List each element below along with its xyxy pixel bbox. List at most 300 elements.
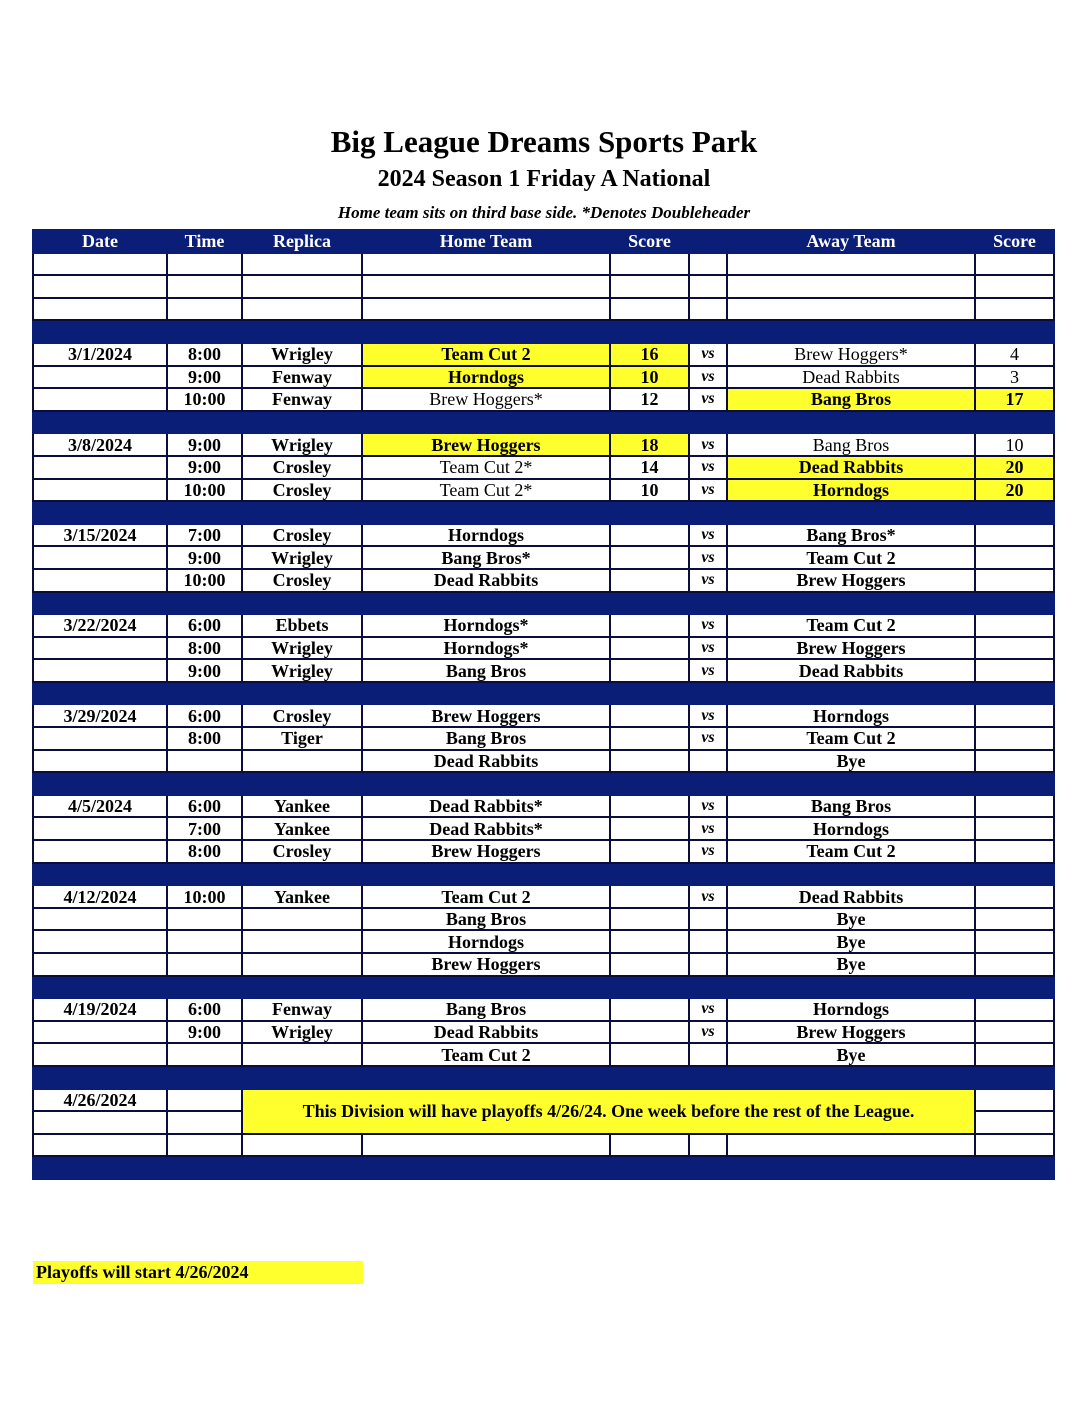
game-row xyxy=(33,750,1054,773)
home-score-cell xyxy=(610,750,689,773)
date-cell: 4/5/2024 xyxy=(33,795,167,818)
separator-cell xyxy=(975,1156,1054,1179)
replica-cell: Ebbets xyxy=(242,614,362,637)
separator-cell xyxy=(610,411,689,434)
blank-row xyxy=(33,1134,1054,1157)
week-separator xyxy=(33,976,1054,999)
vs-cell: vs xyxy=(689,433,727,456)
col-away-team: Away Team xyxy=(727,230,975,253)
week-separator xyxy=(33,411,1054,434)
date-cell xyxy=(33,908,167,931)
game-row xyxy=(33,637,1054,660)
vs-cell: vs xyxy=(689,546,727,569)
home-score-cell xyxy=(610,659,689,682)
home-team-cell: Brew Hoggers xyxy=(362,953,610,976)
away-score-cell: 4 xyxy=(975,343,1054,366)
vs-cell: vs xyxy=(689,569,727,592)
home-team-cell: Team Cut 2* xyxy=(362,479,610,502)
replica-cell: Yankee xyxy=(242,817,362,840)
empty-cell xyxy=(727,275,975,298)
date-cell: 3/1/2024 xyxy=(33,343,167,366)
vs-cell: vs xyxy=(689,885,727,908)
col-replica: Replica xyxy=(242,230,362,253)
separator-cell xyxy=(242,682,362,705)
separator-cell xyxy=(727,1156,975,1179)
date-cell xyxy=(33,456,167,479)
separator-cell xyxy=(33,976,167,999)
away-team-cell: Dead Rabbits xyxy=(727,366,975,389)
separator-cell xyxy=(727,1066,975,1089)
away-score-cell xyxy=(975,1043,1054,1066)
away-team-cell: Bye xyxy=(727,930,975,953)
replica-cell xyxy=(242,930,362,953)
vs-cell: vs xyxy=(689,795,727,818)
game-row xyxy=(33,908,1054,931)
game-row xyxy=(33,569,1054,592)
away-team-cell: Dead Rabbits xyxy=(727,885,975,908)
game-row xyxy=(33,953,1054,976)
separator-cell xyxy=(727,320,975,343)
separator-cell xyxy=(33,682,167,705)
separator-cell xyxy=(610,772,689,795)
separator-cell xyxy=(242,1066,362,1089)
away-team-cell: Dead Rabbits xyxy=(727,659,975,682)
time-cell: 8:00 xyxy=(167,637,242,660)
home-score-cell xyxy=(610,908,689,931)
home-score-cell xyxy=(610,524,689,547)
replica-cell: Wrigley xyxy=(242,433,362,456)
date-cell xyxy=(33,479,167,502)
vs-cell: vs xyxy=(689,524,727,547)
away-team-cell: Brew Hoggers xyxy=(727,1021,975,1044)
empty-cell xyxy=(610,253,689,276)
empty-cell xyxy=(610,1134,689,1157)
date-cell: 3/8/2024 xyxy=(33,433,167,456)
home-team-cell: Dead Rabbits xyxy=(362,569,610,592)
empty-cell xyxy=(689,253,727,276)
time-cell: 9:00 xyxy=(167,659,242,682)
col-home-score: Score xyxy=(610,230,689,253)
empty-cell xyxy=(727,1134,975,1157)
date-cell xyxy=(33,953,167,976)
separator-cell xyxy=(727,976,975,999)
separator-cell xyxy=(727,863,975,886)
vs-cell: vs xyxy=(689,659,727,682)
separator-cell xyxy=(362,411,610,434)
empty-cell xyxy=(727,298,975,321)
empty-cell xyxy=(689,298,727,321)
separator-cell xyxy=(362,1066,610,1089)
away-score-cell xyxy=(975,953,1054,976)
game-row xyxy=(33,614,1054,637)
vs-cell: vs xyxy=(689,479,727,502)
away-score-cell xyxy=(975,817,1054,840)
date-cell xyxy=(33,1043,167,1066)
blank-row xyxy=(33,298,1054,321)
home-team-cell: Dead Rabbits* xyxy=(362,795,610,818)
separator-cell xyxy=(362,1156,610,1179)
away-score-cell xyxy=(975,727,1054,750)
away-score-cell xyxy=(975,795,1054,818)
away-score-cell xyxy=(975,998,1054,1021)
home-score-cell xyxy=(610,953,689,976)
week-separator xyxy=(33,1066,1054,1089)
header-row xyxy=(33,230,1054,253)
week-separator xyxy=(33,320,1054,343)
time-cell: 10:00 xyxy=(167,479,242,502)
home-score-cell xyxy=(610,885,689,908)
date-cell xyxy=(33,727,167,750)
time-cell: 8:00 xyxy=(167,840,242,863)
separator-cell xyxy=(727,682,975,705)
replica-cell: Crosley xyxy=(242,569,362,592)
replica-cell: Tiger xyxy=(242,727,362,750)
replica-cell xyxy=(242,908,362,931)
away-score-cell: 20 xyxy=(975,456,1054,479)
home-team-cell: Team Cut 2* xyxy=(362,456,610,479)
empty-cell xyxy=(167,1134,242,1157)
empty-cell xyxy=(33,298,167,321)
separator-cell xyxy=(689,863,727,886)
away-score-cell xyxy=(975,1021,1054,1044)
away-score-cell xyxy=(975,1111,1054,1134)
separator-cell xyxy=(167,976,242,999)
playoff-row xyxy=(33,1089,1054,1112)
home-team-cell: Dead Rabbits* xyxy=(362,817,610,840)
empty-cell xyxy=(362,298,610,321)
replica-cell: Fenway xyxy=(242,998,362,1021)
home-team-cell: Brew Hoggers xyxy=(362,840,610,863)
time-cell: 6:00 xyxy=(167,795,242,818)
separator-cell xyxy=(242,976,362,999)
date-cell xyxy=(33,750,167,773)
away-score-cell xyxy=(975,659,1054,682)
separator-cell xyxy=(167,772,242,795)
date-cell: 3/22/2024 xyxy=(33,614,167,637)
col-vs xyxy=(689,230,727,253)
home-team-cell: Dead Rabbits xyxy=(362,1021,610,1044)
home-team-cell: Bang Bros xyxy=(362,908,610,931)
game-row xyxy=(33,795,1054,818)
home-score-cell xyxy=(610,637,689,660)
separator-cell xyxy=(975,592,1054,615)
separator-cell xyxy=(689,1066,727,1089)
empty-cell xyxy=(975,275,1054,298)
home-team-cell: Bang Bros xyxy=(362,998,610,1021)
separator-cell xyxy=(727,592,975,615)
separator-cell xyxy=(167,320,242,343)
away-score-cell xyxy=(975,1089,1054,1112)
empty-cell xyxy=(727,253,975,276)
separator-cell xyxy=(975,320,1054,343)
time-cell xyxy=(167,1043,242,1066)
game-row xyxy=(33,456,1054,479)
home-score-cell xyxy=(610,727,689,750)
date-cell xyxy=(33,1021,167,1044)
vs-cell: vs xyxy=(689,817,727,840)
away-score-cell xyxy=(975,614,1054,637)
separator-cell xyxy=(33,863,167,886)
empty-cell xyxy=(242,1134,362,1157)
away-team-cell: Team Cut 2 xyxy=(727,546,975,569)
game-row xyxy=(33,479,1054,502)
empty-cell xyxy=(167,253,242,276)
replica-cell: Fenway xyxy=(242,388,362,411)
separator-cell xyxy=(610,1066,689,1089)
game-row xyxy=(33,388,1054,411)
week-separator xyxy=(33,682,1054,705)
empty-cell xyxy=(975,1134,1054,1157)
home-score-cell xyxy=(610,704,689,727)
date-cell xyxy=(33,388,167,411)
game-row xyxy=(33,433,1054,456)
date-cell xyxy=(33,366,167,389)
replica-cell: Fenway xyxy=(242,366,362,389)
home-score-cell: 14 xyxy=(610,456,689,479)
away-team-cell: Bye xyxy=(727,908,975,931)
empty-cell xyxy=(242,275,362,298)
home-score-cell: 18 xyxy=(610,433,689,456)
game-row xyxy=(33,546,1054,569)
away-score-cell xyxy=(975,704,1054,727)
page-title: Big League Dreams Sports Park xyxy=(330,124,758,159)
home-team-cell: Horndogs xyxy=(362,930,610,953)
home-score-cell xyxy=(610,930,689,953)
home-team-cell: Brew Hoggers* xyxy=(362,388,610,411)
home-score-cell xyxy=(610,817,689,840)
vs-cell: vs xyxy=(689,366,727,389)
time-cell: 6:00 xyxy=(167,998,242,1021)
home-score-cell xyxy=(610,840,689,863)
empty-cell xyxy=(242,253,362,276)
away-score-cell: 3 xyxy=(975,366,1054,389)
away-team-cell: Bye xyxy=(727,953,975,976)
game-row xyxy=(33,343,1054,366)
game-row xyxy=(33,659,1054,682)
separator-cell xyxy=(975,411,1054,434)
week-separator xyxy=(33,772,1054,795)
time-cell xyxy=(167,953,242,976)
replica-cell: Crosley xyxy=(242,479,362,502)
home-team-cell: Horndogs* xyxy=(362,614,610,637)
vs-cell: vs xyxy=(689,614,727,637)
separator-cell xyxy=(242,320,362,343)
separator-cell xyxy=(975,863,1054,886)
separator-cell xyxy=(362,592,610,615)
away-score-cell xyxy=(975,930,1054,953)
replica-cell: Wrigley xyxy=(242,1021,362,1044)
home-team-cell: Horndogs xyxy=(362,366,610,389)
game-row xyxy=(33,1021,1054,1044)
separator-cell xyxy=(975,1066,1054,1089)
game-row xyxy=(33,885,1054,908)
date-cell xyxy=(33,840,167,863)
replica-cell: Wrigley xyxy=(242,637,362,660)
time-cell: 9:00 xyxy=(167,433,242,456)
home-team-cell: Bang Bros xyxy=(362,659,610,682)
vs-cell: vs xyxy=(689,388,727,411)
page-note: Home team sits on third base side. *Denotes Doubleheader xyxy=(337,203,751,222)
replica-cell: Yankee xyxy=(242,795,362,818)
home-team-cell: Horndogs* xyxy=(362,637,610,660)
time-cell: 6:00 xyxy=(167,614,242,637)
separator-cell xyxy=(610,682,689,705)
time-cell xyxy=(167,930,242,953)
home-score-cell xyxy=(610,795,689,818)
separator-cell xyxy=(975,682,1054,705)
away-team-cell: Bang Bros xyxy=(727,388,975,411)
home-score-cell xyxy=(610,1043,689,1066)
home-score-cell xyxy=(610,614,689,637)
vs-cell: vs xyxy=(689,998,727,1021)
replica-cell: Crosley xyxy=(242,524,362,547)
separator-cell xyxy=(33,501,167,524)
vs-cell xyxy=(689,953,727,976)
time-cell xyxy=(167,750,242,773)
schedule-table xyxy=(32,229,1055,1180)
replica-cell: Wrigley xyxy=(242,659,362,682)
away-score-cell xyxy=(975,908,1054,931)
separator-cell xyxy=(33,1066,167,1089)
separator-cell xyxy=(362,320,610,343)
time-cell: 6:00 xyxy=(167,704,242,727)
separator-cell xyxy=(33,772,167,795)
separator-cell xyxy=(362,682,610,705)
away-team-cell: Team Cut 2 xyxy=(727,614,975,637)
empty-cell xyxy=(362,253,610,276)
separator-cell xyxy=(689,976,727,999)
separator-cell xyxy=(610,592,689,615)
separator-cell xyxy=(362,772,610,795)
home-team-cell: Dead Rabbits xyxy=(362,750,610,773)
away-team-cell: Horndogs xyxy=(727,479,975,502)
away-team-cell: Bang Bros xyxy=(727,433,975,456)
separator-cell xyxy=(610,863,689,886)
time-cell: 10:00 xyxy=(167,569,242,592)
separator-cell xyxy=(610,1156,689,1179)
date-cell xyxy=(33,569,167,592)
blank-row xyxy=(33,253,1054,276)
separator-cell xyxy=(242,592,362,615)
replica-cell xyxy=(242,1043,362,1066)
home-team-cell: Bang Bros* xyxy=(362,546,610,569)
away-team-cell: Brew Hoggers* xyxy=(727,343,975,366)
vs-cell: vs xyxy=(689,840,727,863)
separator-cell xyxy=(167,863,242,886)
empty-cell xyxy=(362,275,610,298)
away-score-cell xyxy=(975,637,1054,660)
separator-cell xyxy=(242,411,362,434)
separator-cell xyxy=(689,592,727,615)
empty-cell xyxy=(975,298,1054,321)
game-row xyxy=(33,366,1054,389)
empty-cell xyxy=(242,298,362,321)
date-cell: 4/12/2024 xyxy=(33,885,167,908)
empty-cell xyxy=(33,275,167,298)
away-score-cell xyxy=(975,750,1054,773)
home-score-cell xyxy=(610,998,689,1021)
separator-cell xyxy=(610,976,689,999)
date-cell: 3/29/2024 xyxy=(33,704,167,727)
date-cell: 4/26/2024 xyxy=(33,1089,167,1112)
game-row xyxy=(33,524,1054,547)
col-date: Date xyxy=(33,230,167,253)
away-team-cell: Team Cut 2 xyxy=(727,727,975,750)
replica-cell: Crosley xyxy=(242,840,362,863)
home-team-cell: Horndogs xyxy=(362,524,610,547)
away-team-cell: Brew Hoggers xyxy=(727,569,975,592)
separator-cell xyxy=(167,501,242,524)
away-team-cell: Bye xyxy=(727,750,975,773)
home-team-cell: Team Cut 2 xyxy=(362,885,610,908)
vs-cell: vs xyxy=(689,343,727,366)
home-team-cell: Brew Hoggers xyxy=(362,433,610,456)
away-team-cell: Horndogs xyxy=(727,817,975,840)
week-separator xyxy=(33,501,1054,524)
blank-row xyxy=(33,275,1054,298)
date-cell xyxy=(33,637,167,660)
away-score-cell xyxy=(975,840,1054,863)
time-cell xyxy=(167,1111,242,1134)
replica-cell xyxy=(242,953,362,976)
time-cell: 9:00 xyxy=(167,1021,242,1044)
vs-cell: vs xyxy=(689,637,727,660)
away-score-cell xyxy=(975,546,1054,569)
col-time: Time xyxy=(167,230,242,253)
home-score-cell xyxy=(610,546,689,569)
date-cell xyxy=(33,546,167,569)
separator-cell xyxy=(727,772,975,795)
home-score-cell: 10 xyxy=(610,366,689,389)
vs-cell: vs xyxy=(689,704,727,727)
away-team-cell: Horndogs xyxy=(727,998,975,1021)
separator-cell xyxy=(610,501,689,524)
separator-cell xyxy=(242,501,362,524)
separator-cell xyxy=(167,411,242,434)
separator-cell xyxy=(242,1156,362,1179)
separator-cell xyxy=(975,772,1054,795)
date-cell xyxy=(33,1111,167,1134)
separator-cell xyxy=(689,682,727,705)
separator-cell xyxy=(167,1156,242,1179)
separator-cell xyxy=(167,682,242,705)
vs-cell: vs xyxy=(689,456,727,479)
time-cell: 7:00 xyxy=(167,524,242,547)
away-team-cell: Brew Hoggers xyxy=(727,637,975,660)
empty-cell xyxy=(33,253,167,276)
separator-cell xyxy=(610,320,689,343)
col-home-team: Home Team xyxy=(362,230,610,253)
separator-cell xyxy=(33,592,167,615)
home-score-cell: 12 xyxy=(610,388,689,411)
week-separator xyxy=(33,863,1054,886)
vs-cell: vs xyxy=(689,1021,727,1044)
away-score-cell xyxy=(975,569,1054,592)
replica-cell: Crosley xyxy=(242,704,362,727)
home-score-cell xyxy=(610,569,689,592)
home-team-cell: Team Cut 2 xyxy=(362,343,610,366)
separator-cell xyxy=(33,1156,167,1179)
game-row xyxy=(33,727,1054,750)
empty-cell xyxy=(689,1134,727,1157)
separator-cell xyxy=(689,320,727,343)
vs-cell xyxy=(689,908,727,931)
separator-cell xyxy=(242,772,362,795)
playoff-notice: This Division will have playoffs 4/26/24. One week before the rest of the League. xyxy=(242,1089,975,1134)
away-score-cell: 17 xyxy=(975,388,1054,411)
replica-cell xyxy=(242,750,362,773)
away-team-cell: Bye xyxy=(727,1043,975,1066)
